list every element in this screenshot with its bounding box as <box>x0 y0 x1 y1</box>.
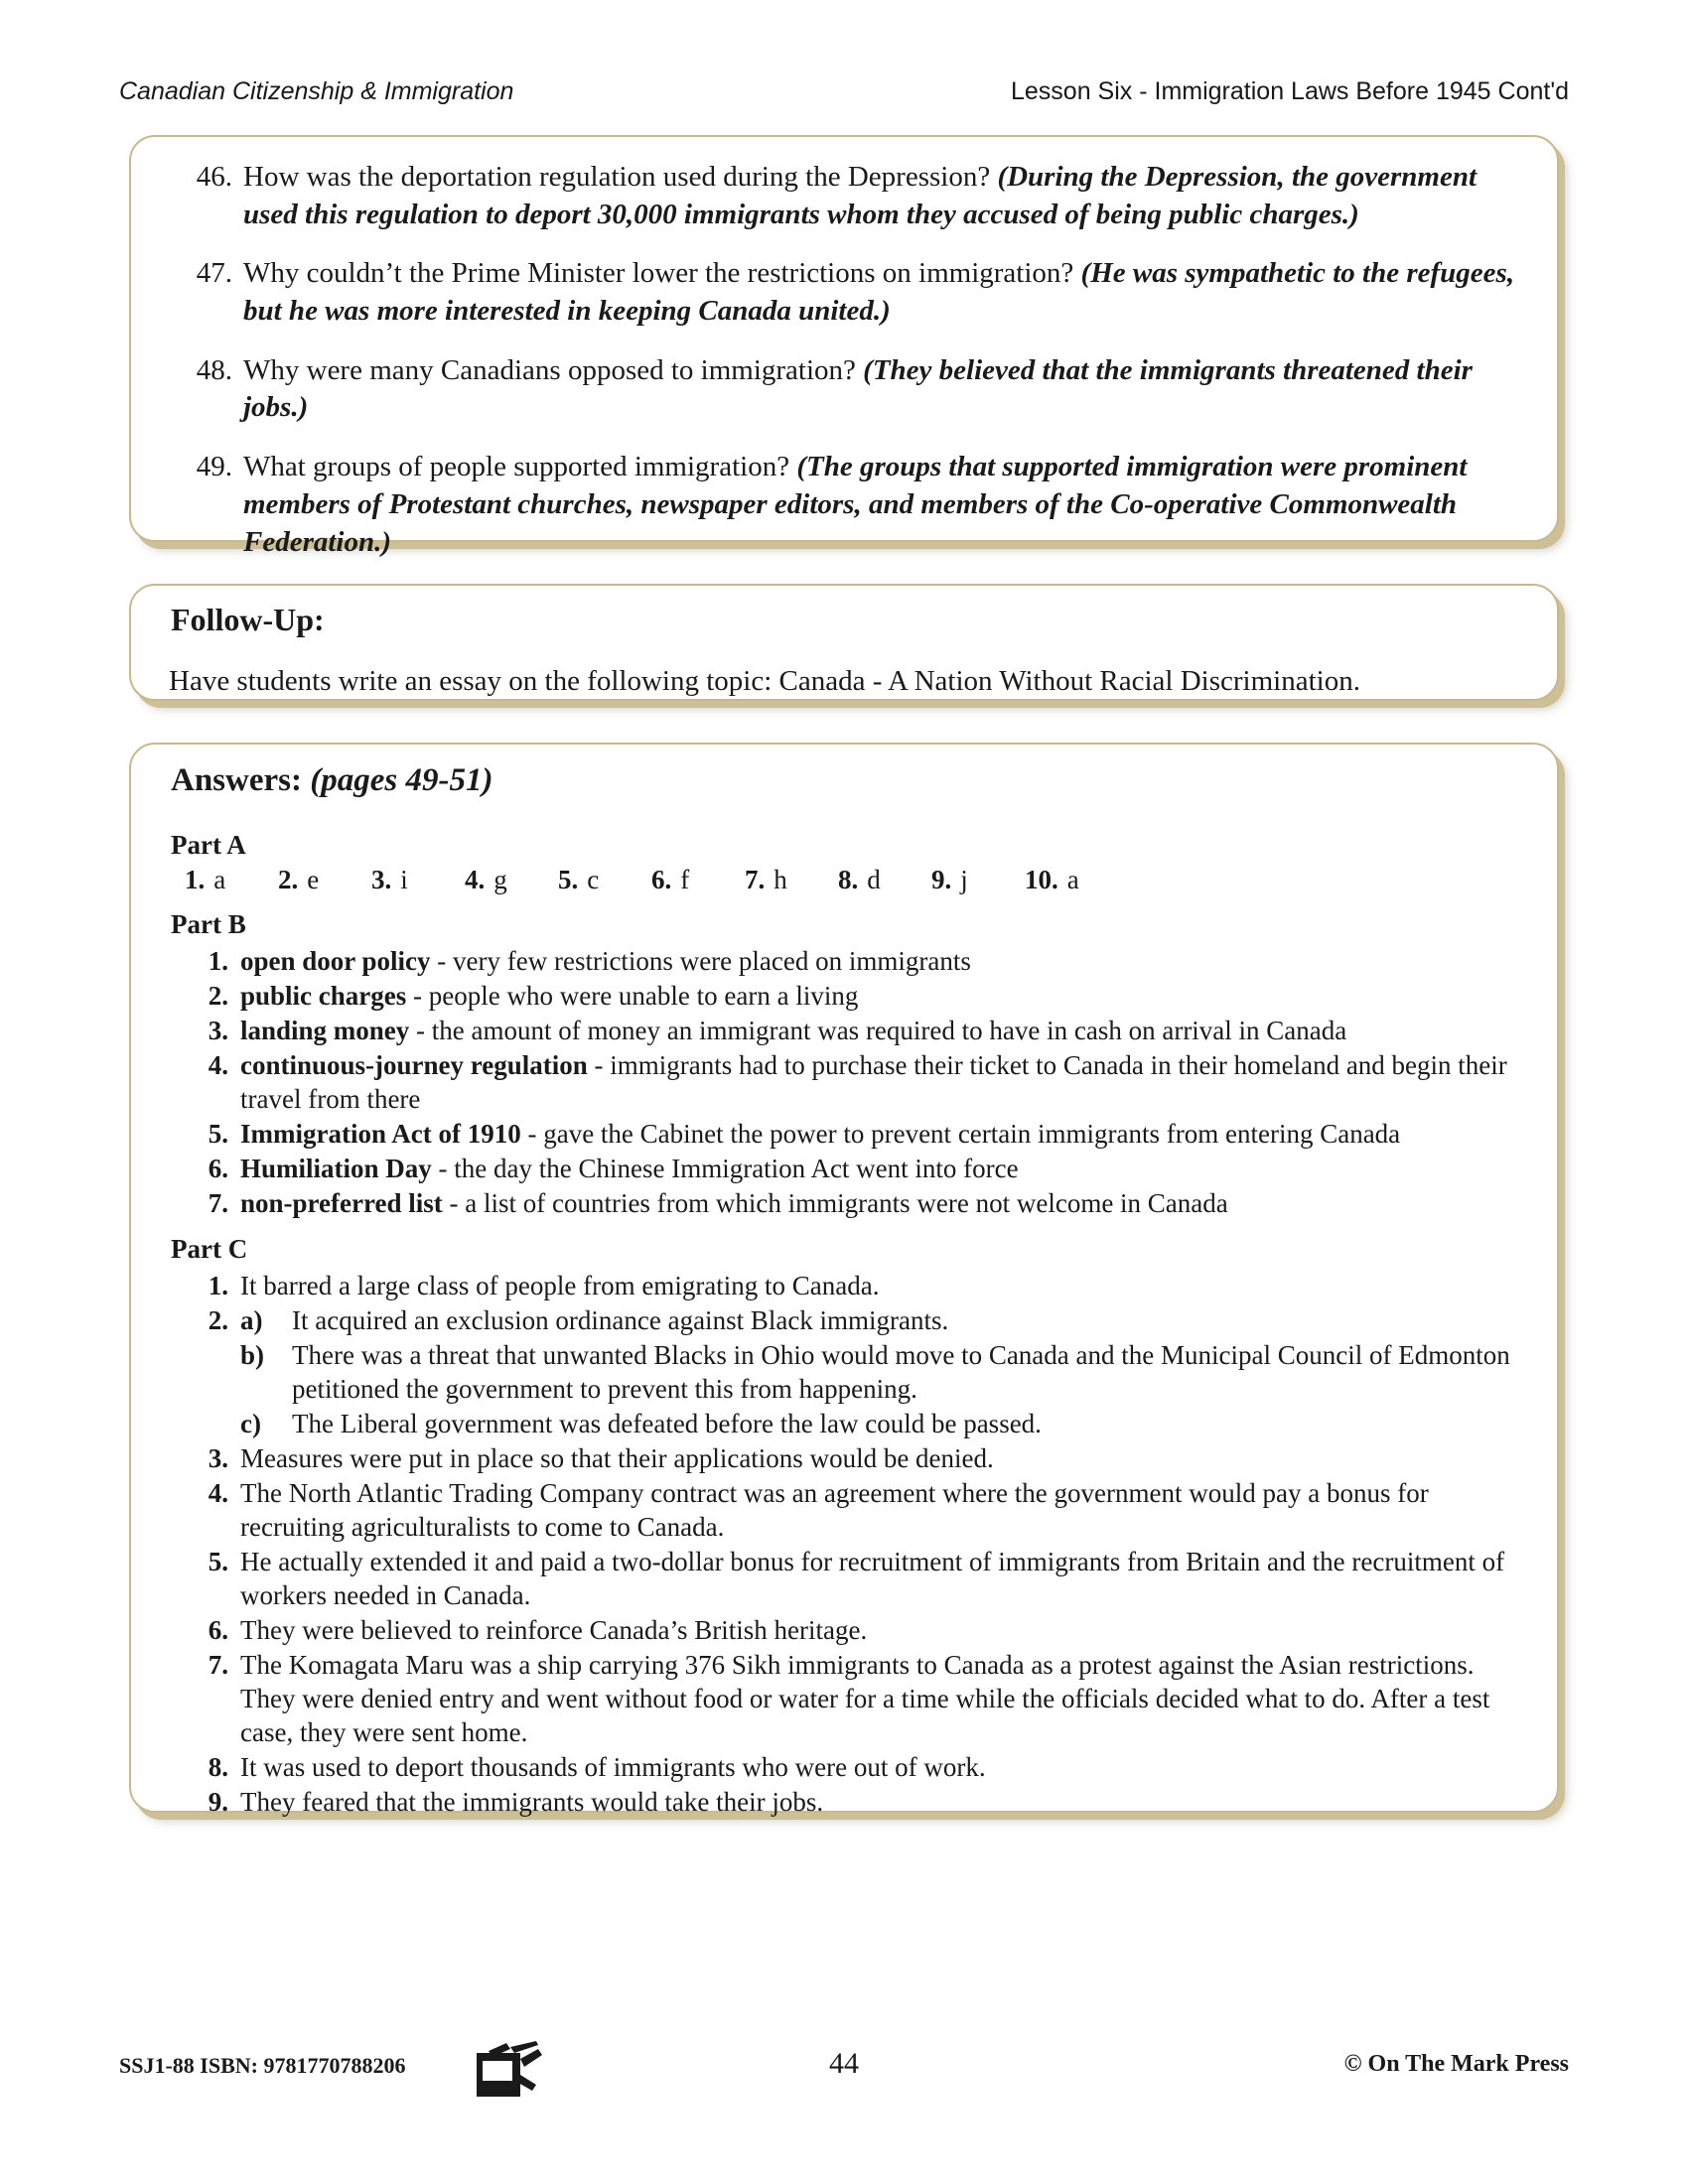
list-item-definition: - immigrants had to purchase their ticket to Canada in their homeland and begin their travel from there <box>240 1050 1507 1115</box>
answers-title <box>171 762 492 799</box>
questions-panel <box>129 135 1559 558</box>
part-a-item-value: h <box>774 865 787 894</box>
list-item-number: 6. <box>208 1615 228 1646</box>
list-item <box>197 1785 1521 1819</box>
list-item-definition: - people who were unable to earn a living <box>406 981 859 1012</box>
question-text: How was the deportation regulation used during the Depression? <box>243 161 991 193</box>
list-item <box>197 1476 1521 1544</box>
question-number: 48. <box>196 353 232 386</box>
answers-panel <box>129 743 1559 1818</box>
sub-list-item-number: a) <box>240 1305 263 1336</box>
part-a-item-value: a <box>1066 865 1079 894</box>
part-a-item-number: 9. <box>931 865 952 894</box>
followup-panel <box>129 584 1559 701</box>
list-item <box>197 1303 1521 1440</box>
part-a-item <box>465 865 558 895</box>
list-item-number: 9. <box>208 1787 228 1818</box>
part-a-item-number: 2. <box>278 865 299 894</box>
part-a-row <box>185 865 1521 895</box>
list-item <box>197 1441 1521 1475</box>
sub-list-item-text: It acquired an exclusion ordinance against Black immigrants. <box>292 1305 949 1336</box>
list-item-number: 4. <box>208 1478 228 1509</box>
list-item-term: Humiliation Day <box>240 1154 432 1184</box>
list-item-text: The North Atlantic Trading Company contract was an agreement where the government would pay a bonus for recruiting agriculturalists to come to Canada. <box>240 1478 1429 1543</box>
running-head-right: Lesson Six - Immigration Laws Before 1945 Cont'd <box>1011 77 1569 105</box>
list-item-number: 2. <box>208 1305 228 1336</box>
part-a-item-number: 4. <box>465 865 486 894</box>
part-a-item-number: 10. <box>1025 865 1058 894</box>
list-item <box>197 1648 1521 1749</box>
list-item-term: open door policy <box>240 946 431 976</box>
part-c-list <box>171 1269 1521 1819</box>
list-item-number: 8. <box>208 1752 228 1783</box>
list-item <box>197 1613 1521 1647</box>
question-number: 49. <box>196 451 232 483</box>
list-item-term: Immigration Act of 1910 <box>240 1119 521 1150</box>
part-b-label: Part B <box>171 909 246 939</box>
question-text: Why were many Canadians opposed to immigration? <box>243 353 856 386</box>
list-item-term: public charges <box>240 981 407 1012</box>
sub-list-item <box>240 1407 1521 1440</box>
question-answer: (During the Depression, the government used this regulation to deport 30,000 immigrants whom they accused of being public charges.) <box>243 161 1477 230</box>
part-a-item-number: 7. <box>745 865 766 894</box>
page-number: 44 <box>829 2047 859 2080</box>
list-item <box>197 1186 1521 1220</box>
list-item-number: 5. <box>208 1119 228 1150</box>
part-a-item <box>651 865 745 895</box>
list-item-number: 4. <box>208 1050 228 1081</box>
part-a-item <box>838 865 931 895</box>
list-item-text: He actually extended it and paid a two-dollar bonus for recruitment of immigrants from Britain and the recruitment of workers needed in Canada. <box>240 1547 1505 1611</box>
list-item-number: 1. <box>208 1271 228 1301</box>
part-a-item-number: 6. <box>651 865 672 894</box>
sub-list-item <box>240 1338 1521 1406</box>
sub-list-item-number: c) <box>240 1409 261 1439</box>
part-b-list <box>171 944 1521 1220</box>
list-item <box>197 1545 1521 1612</box>
part-a-item <box>371 865 465 895</box>
list-item-term: landing money <box>240 1016 410 1046</box>
part-a-item <box>745 865 838 895</box>
list-item-number: 6. <box>208 1154 228 1184</box>
question-answer: (They believed that the immigrants threatened their jobs.) <box>243 353 1473 424</box>
part-a-item-number: 1. <box>185 865 206 894</box>
list-item-definition: - very few restrictions were placed on immigrants <box>430 946 971 976</box>
list-item-number: 1. <box>208 946 228 976</box>
copyright-text: © On The Mark Press <box>1343 2051 1569 2077</box>
list-item-text: Measures were put in place so that their applications would be denied. <box>240 1443 994 1474</box>
part-a-item <box>931 865 1025 895</box>
part-a-item-value: j <box>960 865 968 894</box>
list-item-definition: - gave the Cabinet the power to prevent certain immigrants from entering Canada <box>520 1119 1401 1150</box>
list-item-text: It barred a large class of people from emigrating to Canada. <box>240 1271 880 1301</box>
sub-list-item <box>240 1303 1521 1337</box>
list-item <box>197 979 1521 1013</box>
sub-list-item-text: The Liberal government was defeated before the law could be passed. <box>292 1409 1042 1439</box>
followup-body: Have students write an essay on the following topic: Canada - A Nation Without Racial Discrimination. <box>169 665 1360 697</box>
list-item-text: They were believed to reinforce Canada’s British heritage. <box>240 1615 868 1646</box>
answers-body <box>171 830 1521 1833</box>
sub-list-item-text: There was a threat that unwanted Blacks in Ohio would move to Canada and the Municipal Council of Edmonton petitioned the government to prevent this from happening. <box>292 1340 1510 1405</box>
list-item <box>197 1152 1521 1185</box>
question-text: Why couldn’t the Prime Minister lower the restrictions on immigration? <box>243 257 1074 290</box>
part-a-item <box>185 865 278 895</box>
part-a-item-number: 5. <box>558 865 579 894</box>
question-item <box>169 255 1523 330</box>
question-item <box>169 352 1523 427</box>
question-answer: (He was sympathetic to the refugees, but he was more interested in keeping Canada united.) <box>243 257 1515 328</box>
list-item <box>197 1048 1521 1116</box>
list-item <box>197 1269 1521 1302</box>
part-c-sublist <box>240 1303 1521 1440</box>
followup-title: Follow-Up: <box>171 602 325 637</box>
list-item-text: It was used to deport thousands of immigrants who were out of work. <box>240 1752 986 1783</box>
list-item-text: The Komagata Maru was a ship carrying 376 Sikh immigrants to Canada as a protest against the Asian restrictions. They were denied entry and went without food or water for a time while the officials decided what to do. After a test case, they were sent home. <box>240 1650 1490 1748</box>
answers-title-label: Answers: <box>171 762 302 798</box>
list-item <box>197 1750 1521 1784</box>
part-a-item <box>1025 865 1118 895</box>
part-a-item <box>558 865 651 895</box>
questions-list <box>169 159 1523 561</box>
part-a-item-value: f <box>680 865 690 894</box>
list-item-term: continuous-journey regulation <box>240 1050 588 1081</box>
question-answer: (The groups that supported immigration were prominent members of Protestant churches, newspaper editors, and members of the Co-operative Commonwealth Federation.) <box>243 451 1468 558</box>
question-text: What groups of people supported immigration? <box>243 451 790 483</box>
list-item-definition: - a list of countries from which immigrants were not welcome in Canada <box>442 1188 1228 1219</box>
question-number: 46. <box>196 161 232 193</box>
list-item-definition: - the day the Chinese Immigration Act went into force <box>431 1154 1019 1184</box>
part-a-item-value: i <box>400 865 408 894</box>
list-item <box>197 944 1521 978</box>
part-a-item-number: 3. <box>371 865 392 894</box>
list-item-number: 7. <box>208 1188 228 1219</box>
list-item-term: non-preferred list <box>240 1188 443 1219</box>
list-item <box>197 1117 1521 1151</box>
isbn-text: SSJ1-88 ISBN: 9781770788206 <box>119 2053 406 2078</box>
question-number: 47. <box>196 257 232 290</box>
question-item <box>169 159 1523 233</box>
list-item-number: 3. <box>208 1443 228 1474</box>
part-a-item-value: c <box>587 865 600 894</box>
list-item <box>197 1014 1521 1047</box>
part-a-label: Part A <box>171 830 246 860</box>
answers-pages-range: (pages 49-51) <box>310 762 493 798</box>
list-item-text: They feared that the immigrants would take their jobs. <box>240 1787 824 1818</box>
part-a-item <box>278 865 371 895</box>
list-item-number: 7. <box>208 1650 228 1681</box>
list-item-number: 3. <box>208 1016 228 1046</box>
running-head <box>119 77 1569 107</box>
list-item-number: 5. <box>208 1547 228 1577</box>
part-a-item-number: 8. <box>838 865 859 894</box>
part-c-label: Part C <box>171 1234 248 1265</box>
page-footer <box>119 2045 1569 2095</box>
part-a-item-value: a <box>213 865 226 894</box>
part-a-item-value: e <box>307 865 320 894</box>
sub-list-item-number: b) <box>240 1340 265 1371</box>
running-head-left: Canadian Citizenship & Immigration <box>119 77 514 105</box>
list-item-number: 2. <box>208 981 228 1012</box>
question-item <box>169 449 1523 561</box>
part-a-item-value: d <box>867 865 881 894</box>
list-item-definition: - the amount of money an immigrant was required to have in cash on arrival in Canada <box>409 1016 1347 1046</box>
part-a-item-value: g <box>493 865 507 894</box>
